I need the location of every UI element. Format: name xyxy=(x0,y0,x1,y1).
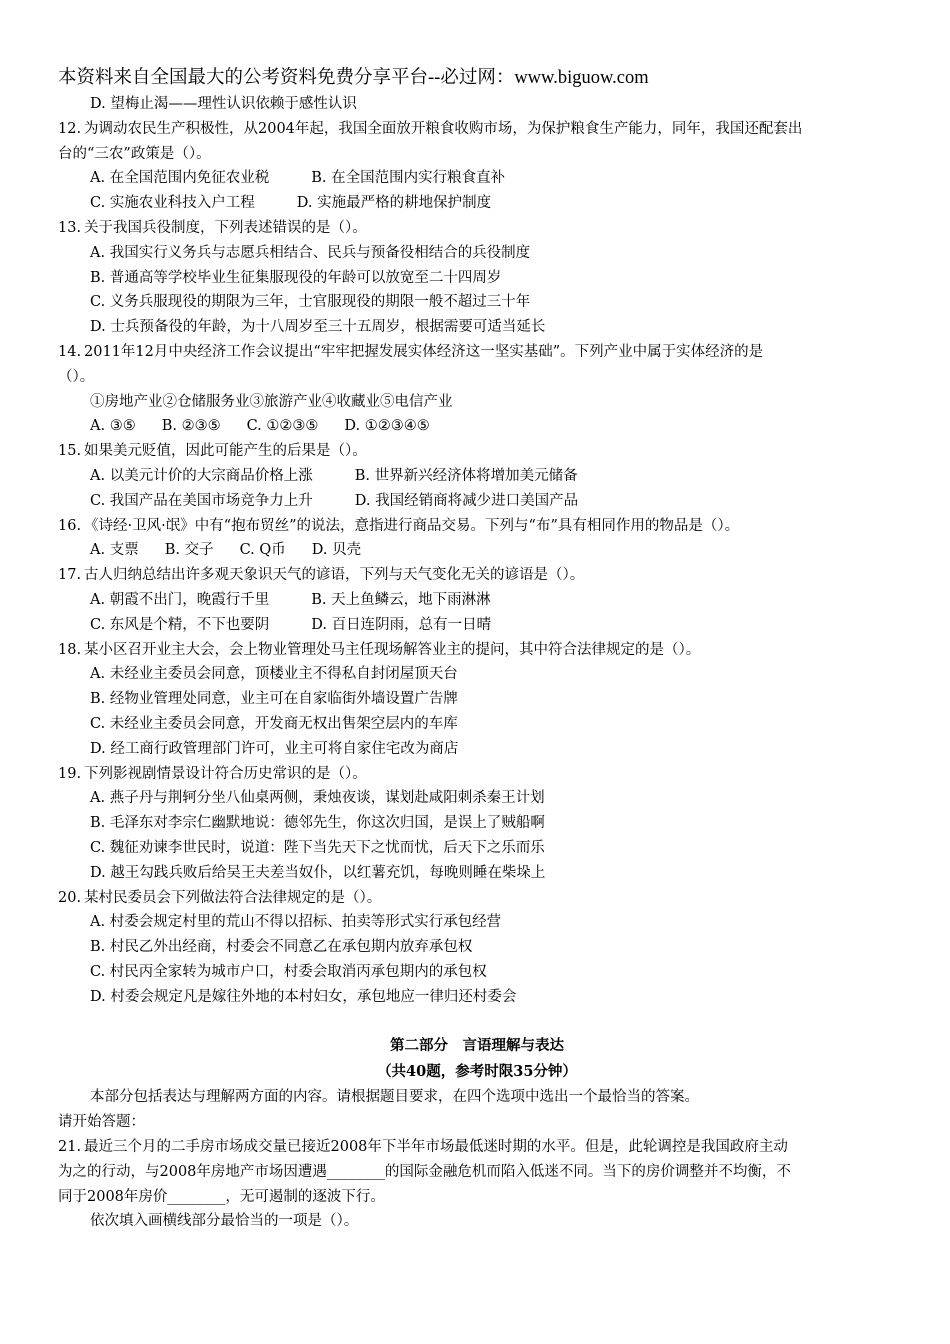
answer-option: B. 交子 xyxy=(164,542,214,559)
answer-option: B. 世界新兴经济体将增加美元储备 xyxy=(354,467,578,484)
question-text: 某小区召开业主大会，会上物业管理处马主任现场解答业主的提问，其中符合法律规定的是（）。 xyxy=(84,641,701,658)
answer-option: A. 我国实行义务兵与志愿兵相结合、民兵与预备役相结合的兵役制度 xyxy=(90,244,531,261)
answer-option: D. ①②③④⑤ xyxy=(344,418,430,435)
option-row xyxy=(58,266,896,291)
question-text: 关于我国兵役制度，下列表述错误的是（）。 xyxy=(84,219,367,236)
q11-option-d: D. 望梅止渴——理性认识依赖于感性认识 xyxy=(90,96,357,112)
answer-option: D. 贝壳 xyxy=(311,542,362,559)
answer-option: B. 经物业管理处同意，业主可在自家临街外墙设置广告牌 xyxy=(90,691,458,708)
option-row xyxy=(58,588,896,613)
option-row xyxy=(58,489,896,514)
option-row xyxy=(58,712,896,737)
option-row xyxy=(58,538,896,563)
question-number: 21. xyxy=(58,1139,82,1156)
question-statements: ①房地产业②仓储服务业③旅游产业④收藏业⑤电信产业 xyxy=(90,393,453,410)
question-text: 为之的行动，与2008年房地产市场因遭遇________的国际金融危机而陷入低迷不同。当下的房价调整并不均衡，不 xyxy=(58,1163,791,1180)
answer-option: B. 村民乙外出经商，村委会不同意乙在承包期内放弃承包权 xyxy=(90,939,473,956)
question-17 xyxy=(58,563,896,637)
answer-option: B. 在全国范围内实行粮食直补 xyxy=(311,170,506,187)
source-header: 本资料来自全国最大的公考资料免费分享平台--必过网：www.biguow.com xyxy=(58,68,649,88)
answer-option: C. 魏征劝谏李世民时，说道：陛下当先天下之忧而忧，后天下之乐而乐 xyxy=(90,839,545,856)
question-text: 如果美元贬值，因此可能产生的后果是（）。 xyxy=(84,443,367,460)
question-text: 某村民委员会下列做法符合法律规定的是（）。 xyxy=(84,889,382,906)
section2-title: 第二部分 言语理解与表达 xyxy=(390,1037,564,1055)
option-row xyxy=(58,290,896,315)
section2-intro: 本部分包括表达与理解两方面的内容。请根据题目要求，在四个选项中选出一个最恰当的答案。 xyxy=(90,1089,699,1106)
option-row xyxy=(58,662,896,687)
answer-option: D. 士兵预备役的年龄，为十八周岁至三十五周岁，根据需要可适当延长 xyxy=(90,319,546,336)
option-row xyxy=(58,836,896,861)
answer-option: C. 义务兵服现役的期限为三年，士官服现役的期限一般不超过三十年 xyxy=(90,294,531,311)
option-row xyxy=(58,811,896,836)
question-list xyxy=(58,117,896,1010)
question-text: 2011年12月中央经济工作会议提出“牢牢把握发展实体经济这一坚实基础”。下列产业中属于实体经济的是 xyxy=(84,343,764,360)
question-text: （）。 xyxy=(58,368,95,385)
question-number: 20. xyxy=(58,889,82,906)
section2-start: 请开始答题： xyxy=(58,1114,145,1131)
question-16 xyxy=(58,514,896,564)
answer-option: A. 燕子丹与荆轲分坐八仙桌两侧，秉烛夜谈，谋划赴咸阳刺杀秦王计划 xyxy=(90,790,545,807)
answer-option: B. ②③⑤ xyxy=(161,418,221,435)
option-row xyxy=(58,464,896,489)
answer-option: A. ③⑤ xyxy=(90,418,136,435)
option-row xyxy=(58,315,896,340)
answer-option: C. 我国产品在美国市场竞争力上升 xyxy=(90,492,313,509)
question-number: 16. xyxy=(58,517,82,534)
question-number: 19. xyxy=(58,765,82,782)
answer-option: B. 毛泽东对李宗仁幽默地说：德邻先生，你这次归国，是误上了贼船啊 xyxy=(90,815,545,832)
question-13 xyxy=(58,216,896,340)
answer-option: D. 村委会规定凡是嫁往外地的本村妇女，承包地应一律归还村委会 xyxy=(90,988,517,1005)
answer-option: A. 朝霞不出门，晚霞行千里 xyxy=(90,591,270,608)
answer-option: A. 以美元计价的大宗商品价格上涨 xyxy=(90,467,313,484)
answer-option: C. Q币 xyxy=(239,542,286,559)
answer-option: C. ①②③⑤ xyxy=(246,418,319,435)
option-row xyxy=(58,687,896,712)
question-number: 17. xyxy=(58,567,82,584)
question-18 xyxy=(58,638,896,762)
question-14 xyxy=(58,340,896,439)
answer-option: A. 村委会规定村里的荒山不得以招标、拍卖等形式实行承包经营 xyxy=(90,914,502,931)
question-number: 12. xyxy=(58,120,82,137)
option-row xyxy=(58,191,896,216)
answer-option: A. 支票 xyxy=(90,542,139,559)
question-text: 为调动农民生产积极性，从2004年起，我国全面放开粮食收购市场，为保护粮食生产能力，同年，我国还配套出 xyxy=(84,120,803,137)
question-text: 下列影视剧情景设计符合历史常识的是（）。 xyxy=(84,765,367,782)
answer-option: C. 村民丙全家转为城市户口，村委会取消丙承包期内的承包权 xyxy=(90,963,487,980)
question-text: 台的“三农”政策是（）。 xyxy=(58,145,211,162)
question-number: 15. xyxy=(58,443,82,460)
answer-option: D. 我国经销商将减少进口美国产品 xyxy=(354,492,579,509)
option-row xyxy=(58,985,896,1010)
question-text: 最近三个月的二手房市场成交量已接近2008年下半年市场最低迷时期的水平。但是，此轮调控是我国政府主动 xyxy=(84,1139,788,1156)
answer-option: A. 未经业主委员会同意，顶楼业主不得私自封闭屋顶天台 xyxy=(90,666,458,683)
option-row xyxy=(58,960,896,985)
answer-option: D. 百日连阴雨，总有一日晴 xyxy=(311,616,492,633)
answer-option: D. 经工商行政管理部门许可，业主可将自家住宅改为商店 xyxy=(90,740,459,757)
answer-option: D. 实施最严格的耕地保护制度 xyxy=(296,195,492,212)
question-text: 同于2008年房价________，无可遏制的逐波下行。 xyxy=(58,1188,385,1205)
option-row xyxy=(58,786,896,811)
question-text: 古人归纳总结出许多观天象识天气的谚语，下列与天气变化无关的谚语是（）。 xyxy=(84,567,585,584)
option-row xyxy=(58,414,896,439)
question-12 xyxy=(58,117,896,216)
question-21 xyxy=(58,1135,896,1234)
document-page xyxy=(58,64,896,1234)
option-row xyxy=(58,166,896,191)
question-prompt: 依次填入画横线部分最恰当的一项是（）。 xyxy=(90,1213,359,1230)
question-number: 13. xyxy=(58,219,82,236)
answer-option: D. 越王勾践兵败后给吴王夫差当奴仆，以红薯充饥，每晚则睡在柴垛上 xyxy=(90,864,546,881)
option-row xyxy=(58,935,896,960)
answer-option: C. 未经业主委员会同意，开发商无权出售架空层内的车库 xyxy=(90,715,458,732)
question-20 xyxy=(58,886,896,1010)
question-number: 14. xyxy=(58,343,82,360)
option-row xyxy=(58,861,896,886)
option-row xyxy=(58,241,896,266)
question-19 xyxy=(58,762,896,886)
question-15 xyxy=(58,439,896,513)
option-row xyxy=(58,737,896,762)
question-text: 《诗经·卫风·氓》中有“抱布贸丝”的说法，意指进行商品交易。下列与“布”具有相同作用的物品是（）。 xyxy=(84,517,740,534)
question-number: 18. xyxy=(58,641,82,658)
answer-option: B. 天上鱼鳞云，地下雨淋淋 xyxy=(311,591,491,608)
answer-option: B. 普通高等学校毕业生征集服现役的年龄可以放宽至二十四周岁 xyxy=(90,269,502,286)
option-row xyxy=(58,613,896,638)
answer-option: C. 东风是个精，不下也要阴 xyxy=(90,616,270,633)
answer-option: C. 实施农业科技入户工程 xyxy=(90,195,255,212)
answer-option: A. 在全国范围内免征农业税 xyxy=(90,170,270,187)
option-row xyxy=(58,910,896,935)
section2-subtitle: （共40题，参考时限35分钟） xyxy=(377,1063,577,1081)
section-gap xyxy=(58,1009,896,1033)
